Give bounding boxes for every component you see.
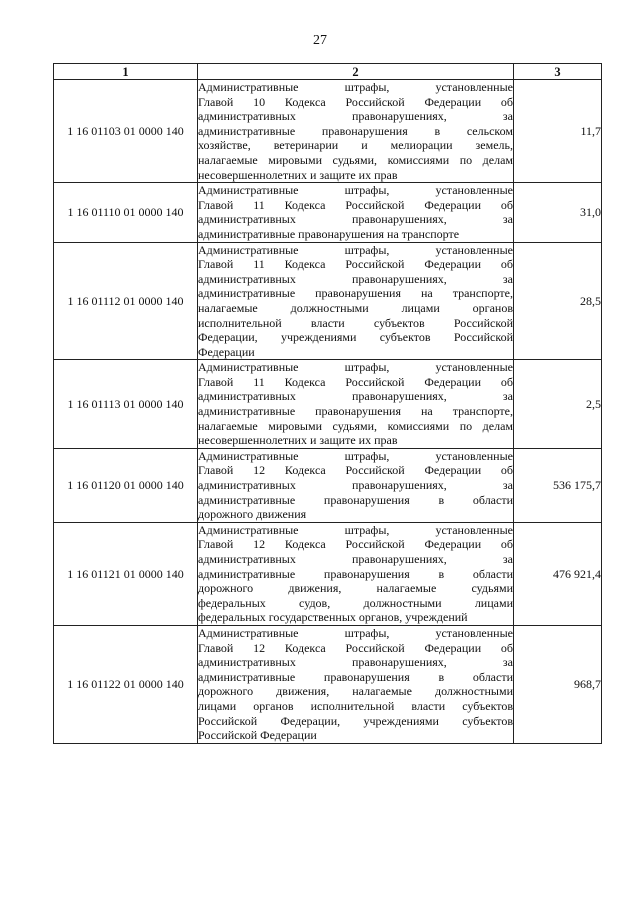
- description-line: административных правонарушениях, за: [198, 109, 513, 124]
- description-line: административные правонарушения в сельском: [198, 123, 513, 138]
- amount-cell: 31,0: [514, 183, 602, 242]
- description-line: административных правонарушениях, за: [198, 271, 513, 286]
- amount-cell: 28,5: [514, 242, 602, 360]
- description-line: Административные штрафы, установленные: [198, 522, 513, 537]
- description-line: Главой 12 Кодекса Российской Федерации об: [198, 537, 513, 552]
- description-line: Главой 12 Кодекса Российской Федерации об: [198, 640, 513, 655]
- description-line: дорожного движения, налагаемые должностными: [198, 684, 513, 699]
- description-cell: [198, 360, 514, 449]
- description-line: Административные штрафы, установленные: [198, 448, 513, 463]
- column-header-code: 1: [54, 64, 198, 80]
- description-line: административных правонарушениях, за: [198, 655, 513, 670]
- table-header-row: [54, 64, 602, 80]
- description-line: хозяйстве, ветеринарии и мелиорации земель,: [198, 138, 513, 153]
- table-row: [54, 242, 602, 360]
- description-line: Административные штрафы, установленные: [198, 242, 513, 257]
- description-line: Главой 11 Кодекса Российской Федерации об: [198, 197, 513, 212]
- table-row: [54, 448, 602, 522]
- budget-table: [53, 63, 602, 744]
- description-line: Главой 12 Кодекса Российской Федерации об: [198, 463, 513, 478]
- description-line: федеральных государственных органов, учреждений: [198, 610, 468, 625]
- description-line: несовершеннолетних и защите их прав: [198, 167, 398, 182]
- description-line: административных правонарушениях, за: [198, 552, 513, 566]
- column-header-description: 2: [198, 64, 514, 80]
- description-line: административные правонарушения в области: [198, 566, 513, 581]
- description-line: дорожного движения: [198, 507, 307, 522]
- amount-cell: 2,5: [514, 360, 602, 449]
- description-line: Административные штрафы, установленные: [198, 625, 513, 640]
- description-line: дорожного движения, налагаемые судьями: [198, 581, 513, 596]
- description-line: Российской Федерации: [198, 728, 317, 743]
- description-line: Федерации, учреждениями субъектов Российской: [198, 330, 513, 345]
- description-cell: [198, 80, 514, 183]
- description-line: налагаемые мировыми судьями, комиссиями по делам: [198, 418, 513, 433]
- table-row: [54, 183, 602, 242]
- description-line: федеральных судов, должностными лицами: [198, 595, 513, 610]
- description-line: несовершеннолетних и защите их прав: [198, 433, 398, 448]
- column-header-amount: 3: [514, 64, 602, 80]
- amount-cell: 476 921,4: [514, 522, 602, 625]
- budget-code-cell: 1 16 01103 01 0000 140: [54, 80, 198, 183]
- description-line: лицами органов исполнительной власти субъектов: [198, 698, 513, 713]
- description-line: Федерации: [198, 344, 255, 359]
- table-body: [54, 80, 602, 744]
- description-line: административные правонарушения на транспорте,: [198, 286, 513, 301]
- description-line: налагаемые должностными лицами органов: [198, 300, 513, 315]
- amount-cell: 968,7: [514, 625, 602, 743]
- description-line: административных правонарушениях, за: [198, 478, 513, 493]
- description-line: исполнительной власти субъектов Российской: [198, 315, 513, 330]
- description-cell: [198, 448, 514, 522]
- table-row: [54, 80, 602, 183]
- budget-code-cell: 1 16 01122 01 0000 140: [54, 625, 198, 743]
- description-line: административные правонарушения в области: [198, 492, 513, 507]
- description-line: Административные штрафы, установленные: [198, 360, 513, 375]
- description-line: Главой 11 Кодекса Российской Федерации об: [198, 374, 513, 389]
- table-row: [54, 522, 602, 625]
- description-line: Главой 11 Кодекса Российской Федерации об: [198, 257, 513, 272]
- budget-code-cell: 1 16 01110 01 0000 140: [54, 183, 198, 242]
- description-line: Главой 10 Кодекса Российской Федерации об: [198, 94, 513, 109]
- amount-cell: 536 175,7: [514, 448, 602, 522]
- description-cell: [198, 242, 514, 360]
- description-line: Российской Федерации, учреждениями субъектов: [198, 713, 513, 728]
- table-row: [54, 360, 602, 449]
- budget-code-cell: 1 16 01120 01 0000 140: [54, 448, 198, 522]
- budget-code-cell: 1 16 01121 01 0000 140: [54, 522, 198, 625]
- description-cell: [198, 522, 514, 625]
- amount-cell: 11,7: [514, 80, 602, 183]
- page-number: 27: [313, 33, 327, 48]
- description-line: налагаемые мировыми судьями, комиссиями по делам: [198, 152, 513, 167]
- budget-code-cell: 1 16 01113 01 0000 140: [54, 360, 198, 449]
- budget-code-cell: 1 16 01112 01 0000 140: [54, 242, 198, 360]
- description-line: административные правонарушения в области: [198, 669, 513, 684]
- description-line: Административные штрафы, установленные: [198, 183, 513, 198]
- description-line: административных правонарушениях, за: [198, 389, 513, 404]
- description-line: административных правонарушениях, за: [198, 212, 513, 227]
- table-row: [54, 625, 602, 743]
- description-line: Административные штрафы, установленные: [198, 80, 513, 94]
- description-line: административные правонарушения на транспорте,: [198, 404, 513, 419]
- description-cell: [198, 625, 514, 743]
- description-cell: [198, 183, 514, 242]
- description-line: административные правонарушения на транспорте: [198, 226, 460, 241]
